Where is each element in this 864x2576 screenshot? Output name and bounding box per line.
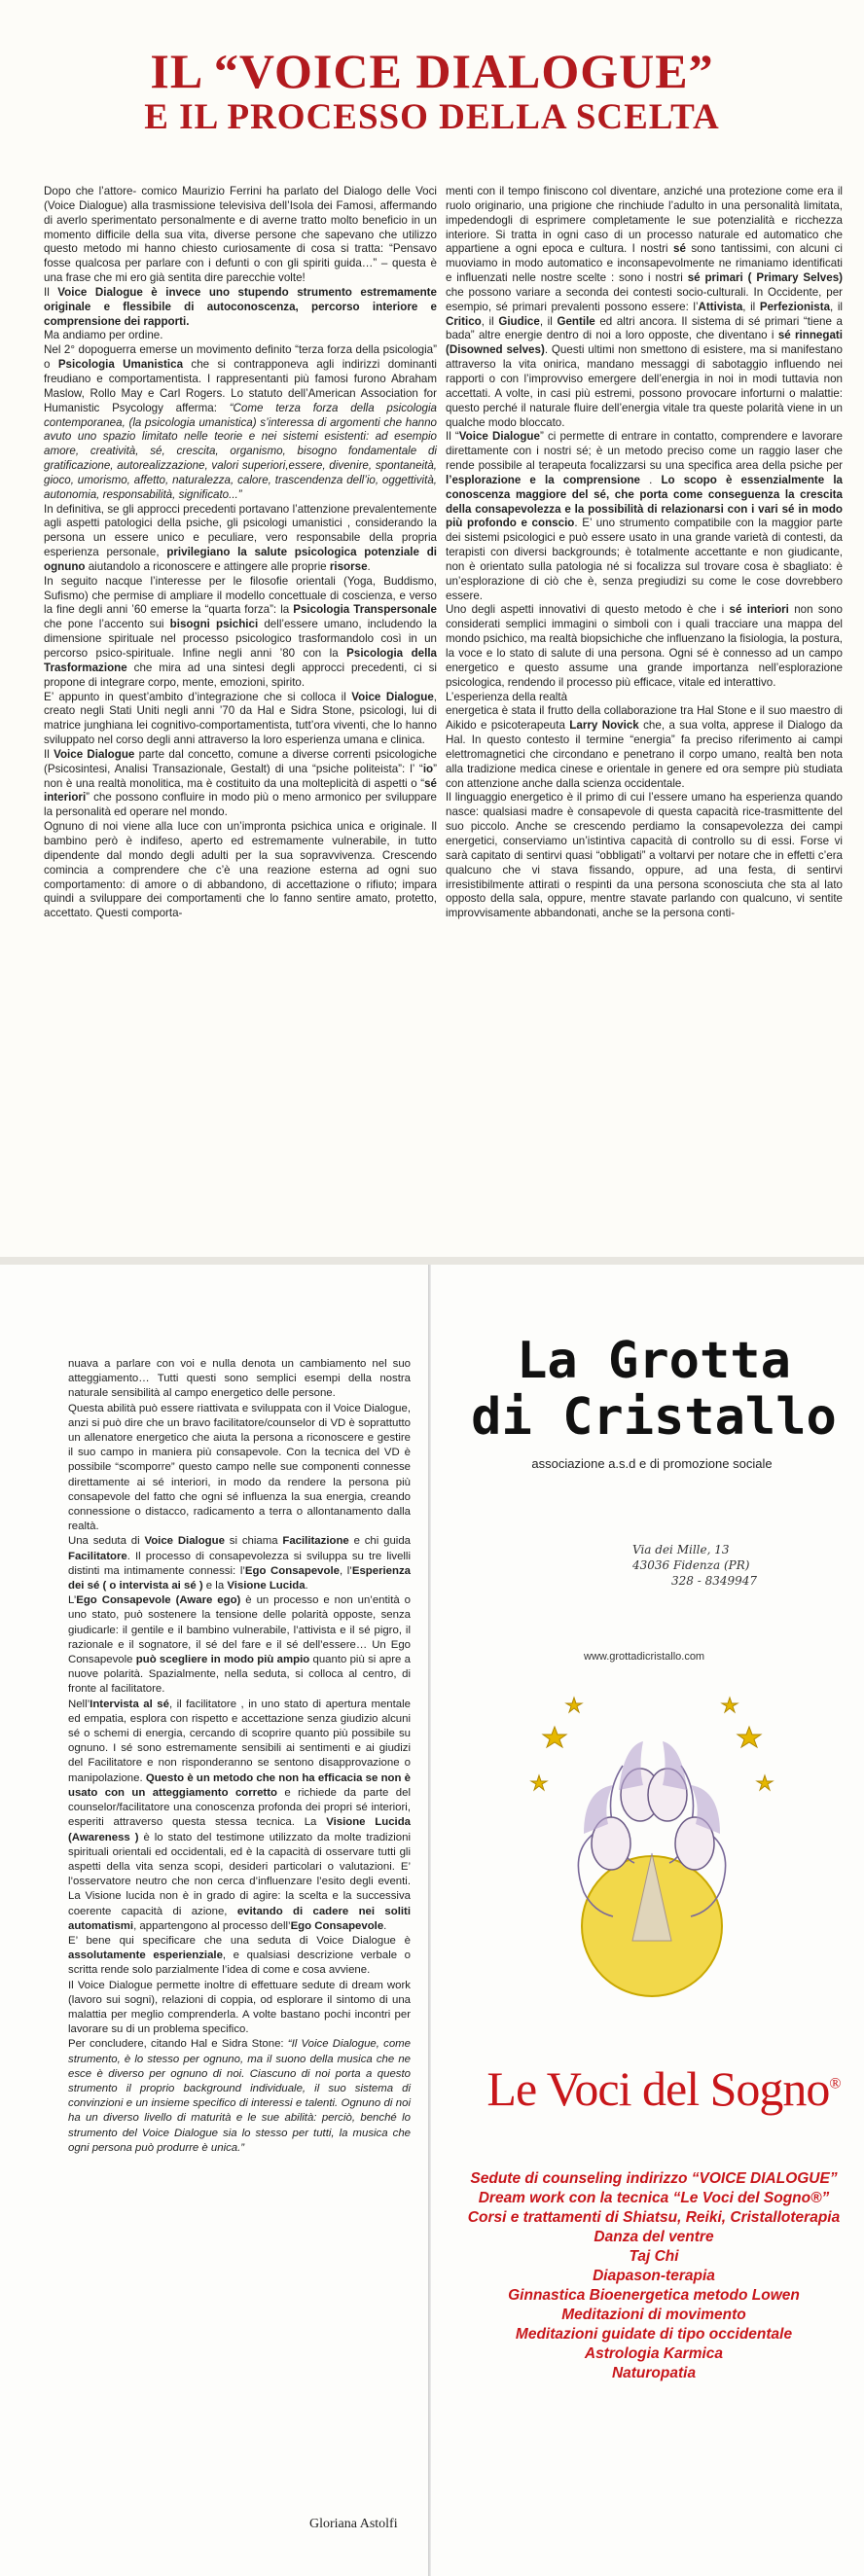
ad-service-item: Meditazioni di movimento [561,2307,746,2323]
ad-service-item: Corsi e trattamenti di Shiatsu, Reiki, Cristalloterapia [467,2209,841,2226]
page-fold [428,1265,431,2576]
article-column-2: menti con il tempo finiscono col diventare, anziché una protezione come era il ruolo originario, una prigione che rinchiude l’adulto in una personalità limitata, impedendogli di esprimere completamente le sue potenzialità e ricchezza interiore. Si tratta in ogni caso di un processo naturale ed automatico che appartiene a ogni epoca e cultura. I nostri sé sono tantissimi, con alcuni ci muoviamo in modo automatico e inconsapevolmente ne rimaniamo identificati e influenzati nelle nostre scelte : sono i nostri sé primari ( Primary Selves) che possono variare a seconda dei contesti socio-culturali. In Occidente, per esempio, sé primari prevalenti possono essere: l’Attivista, il Perfezionista, il Critico, il Giudice, il Gentile ed altri ancora. Il sistema di sé primari “tiene a bada” altre energie dentro di noi a loro opposte, che diventano i sé rinnegati (Disowned selves). Questi ultimi non smettono di esistere, ma si manifestano attraverso la vita onirica, mandano messaggi di sabotaggio influendo nei rapporti o con l’improvviso emergere dell’energia in noi in modi tuttavia non accettati. A volte, in casi più estremi, possono provocare inforturni o malattie: questo perché il naturale fluire dell’energia vitale tra queste polarità viene in un qualche modo bloccato. Il “Voice Dialogue” ci permette di entrare in contatto, comprendere e lavorare direttamente con i nostri sé; è un metodo preciso come un raggio laser che rende possibile al terapeuta focalizzarsi su una specifica area della psiche per l’esplorazione e la comprensione . Lo scopo è essenzialmente la conoscenza maggiore del sé, che porta come conseguenza la crescita della consapevolezza e la possibilità di relazionarsi con i vari sé in modo più profondo e conscio. E’ uno strumento compatibile con la maggior parte dei sistemi psicologici e può essere usato in una grande varietà di contesti, da terapisti con diversi backgrounds; è totalmente accettante e non giudicante, non è orientato sulla patologia né si focalizza sul trovare cosa è sbagliato: è un’esplorazione di ciò che è, senza pregiudizi su come le cose dovrebbero essere. Uno degli aspetti innovativi di questo metodo è che i sé interiori non sono considerati semplici immagini o simboli con i quali tracciare una mappa del mondo psichico, ma realtà biopsichiche che influenzano la fisiologia, la postura, la voce e lo stato di salute di una persona. Ogni sé è connesso ad un campo energetico e questo assume una grande importanza nell’esplorazione psicologica, rendendo il processo più efficace, vitale ed interattivo. L’esperienza della realtà energetica è stata il frutto della collaborazione tra Hal Stone e il suo maestro di Aikido e psicoterapeuta Larry Novick che, a sua volta, apprese il Dialogo da Hal. In questo contesto il termine “energia” fa preciso riferimento ai campi elettromagnetici che circondano e penetrano il corpo umano, realtà ben nota alla tradizione medica cinese e orientale in genere ed ora sempre più studiata con attenzione anche dalla scienza occidentale. Il linguaggio energetico è il primo di cui l’essere umano ha esperienza quando nasce: qualsiasi madre è consapevole di questa capacità rice-trasmittente del suo piccolo. Anche se crescendo perdiamo la consapevolezza dei campi energetici, conserviamo un’istintiva capacità di controllo su di essi. Forse vi sarà capitato di sentirvi quasi “obbligati” a voltarvi per notare che in effetti c’era qualcuno che vi stava fissando, oppure, ad una festa, di sentirvi irresistibilmente attirati o respinti da una persona sconosciuta che sta al lato opposto della sala, oppure, mentre stavate parlando con qualcuno, vi sentite improvvisamente abbandonati, anche se la persona conti- [446,185,844,920]
ad-service-item: Taj Chi [629,2248,679,2265]
article-title-line2: E IL PROCESSO DELLA SCELTA [144,97,720,137]
ad-title [450,1333,858,1446]
ad-address [632,1542,827,1589]
ad-title-line1: La Grotta [517,1332,791,1390]
article-column-1: Dopo che l’attore- comico Maurizio Ferrini ha parlato del Dialogo delle Voci (Voice Dialogue) alla trasmissione televisiva dell’Isola dei Famosi, affermando di averlo sperimentato personalmente e di averne tratto molto beneficio in un momento difficile della sua vita, diverse persone che sapevano che utilizzo questo metodo mi hanno chiesto curiosamente di cosa si tratta: “Pensavo fosse qualcosa per parlare con i defunti o con gli spiriti guida…” – questa è una frase che mi ero già sentita dire parecchie volte! Il Voice Dialogue è invece uno stupendo strumento estremamente originale e flessibile di autoconoscenza, percorso interiore e comprensione dei rapporti. Ma andiamo per ordine. Nel 2° dopoguerra emerse un movimento definito “terza forza della psicologia” o Psicologia Umanistica che si contrapponeva agli indirizzi dominanti freudiano e comportamentista. I rappresentanti più famosi furono Abraham Maslow, Rollo May e Carl Rogers. Lo statuto dell’American Association for Humanistic Psycology afferma: “Come terza forza della psicologia contemporanea, (la psicologia umanistica) s’interessa di argomenti che hanno avuto uno spazio limitato nelle teorie e nei sistemi esistenti: ad esempio amore, creatività, sé, crescita, organismo, bisogno fondamentale di gratificazione, autorealizzazione, valori superiori,essere, divenire, spontaneità, gioco, umorismo, affetto, naturalezza, calore, trascendenza dell’io, oggettività, autonomia, responsabilità, significato...” In definitiva, se gli approcci precedenti portavano l’attenzione prevalentemente agli aspetti patologici della psiche, gli psicologi umanistici , considerando la persona un essere unico e peculiare, vero responsabile della propria esperienza personale, privilegiano la salute psicologica potenziale di ognuno aiutandolo a riconoscere e attingere alle proprie risorse. In seguito nacque l’interesse per le filosofie orientali (Yoga, Buddismo, Sufismo) che permise di ampliare il modello concettuale di coscienza, e verso la fine degli anni ’60 emerse la “quarta forza”: la Psicologia Transpersonale che pone l’accento sui bisogni psichici dell’essere umano, includendo la dimensione spirituale nel processo psicologico trasformandolo così in un percorso psico-spirituale. Infine negli anni ’80 con la Psicologia della Trasformazione che mira ad una sintesi degli approcci precedenti, ci si propone di integrare corpo, mente, emozioni, spirito. E’ appunto in quest’ambito d’integrazione che si colloca il Voice Dialogue, creato negli Stati Uniti negli anni ’70 da Hal e Sidra Stone, psicologi, lui di matrice junghiana lei cognitivo-comportamentista, tutt’ora viventi, che lo hanno sviluppato nel corso degli anni attraverso la loro esperienza umana e clinica. Il Voice Dialogue parte dal concetto, comune a diverse correnti psicologiche (Psicosintesi, Analisi Transazionale, Gestalt) di una “psiche politeista”: l’ “io” non è una realtà monolitica, ma è costituito da una molteplicità di aspetti o “sé interiori” che possono confluire in modo più o meno armonico per sviluppare la personalità ed operare nel mondo. Ognuno di noi viene alla luce con un’impronta psichica unica e originale. Il bambino però è indifeso, aperto ed estremamente vulnerabile, in tutto dipendente dal mondo degli adulti per la sua sopravvivenza. Crescendo comincia a comprendere che c’è una reazione esterna ad ogni suo comportamento: di amore o di abbandono, di accettazione o rifiuto; impara quindi a sviluppare dei comportamenti che lo fanno sentire amato, protetto, accettato. Questi comporta- [44,185,438,920]
ad-services-list [450,2169,858,2383]
logo-illustration-icon [525,1688,778,2009]
ad-address-city: 43036 Fidenza (PR) [632,1558,750,1572]
ad-service-item: Dream work con la tecnica “Le Voci del Sogno®” [478,2190,830,2206]
ad-service-item: Diapason-terapia [593,2268,715,2284]
article-signature: Gloriana Astolfi [309,2517,398,2531]
registered-mark: ® [829,2075,841,2093]
article-column-3: nuava a parlare con voi e nulla denota un cambiamento nel suo atteggiamento… Tutti questi sono semplici esempi della nostra naturale sensibilità al campo energetico delle persone. Questa abilità può essere riattivata e sviluppata con il Voice Dialogue, anzi si può dire che un bravo facilitatore/counselor di VD è soprattutto un allenatore energetico che aiuta la persona a riconoscere e gestire il suo campo in maniera più consapevole. Con la tecnica del VD è possibile “scomporre” questo campo nelle sue componenti connesse direttamente ai sé interiori, in modo da rendere la persona più consapevole del fatto che ogni sé influenza la sua energia, creando connessione o distacco, radicamento a terra o allontanamento dalla realtà. Una seduta di Voice Dialogue si chiama Facilitazione e chi guida Facilitatore. Il processo di consapevolezza si sviluppa su tre livelli distinti ma intimamente connessi: l’Ego Consapevole, l’Esperienza dei sé ( o intervista ai sé ) e la Visione Lucida. L’Ego Consapevole (Aware ego) è un processo e non un’entità o uno stato, può sostenere la tensione delle polarità opposte, senza giudicarle: il gentile e il bambino vulnerabile, l’attivista e il sé pigro, il razionale e il sognatore, il sé del fare e il sé dell’essere… Un Ego Consapevole può scegliere in modo più ampio quanto più si apre a nuove polarità. Spazialmente, nella seduta, si colloca al centro, di fronte al facilitatore. Nell’Intervista al sé, il facilitatore , in uno stato di apertura mentale ed empatia, esplora con rispetto e accettazione senza giudizio alcuni sé o schemi di energia, cercando di scoprire quanto più possibile su ognuno. I sé sono estremamente sensibili ai sentimenti e ai giudizi del Facilitatore e non risponderanno se sentono disapprovazione o manipolazione. Questo è un metodo che non ha efficacia se non è usato con un atteggiamento corretto e richiede da parte del counselor/facilitatore una conoscenza profonda dei propri sé interiori, esperiti attraverso questa stessa tecnica. La Visione Lucida (Awareness ) è lo stato del testimone utilizzato da molte tradizioni spirituali orientali ed occidentali, ed è la capacità di osservare tutti gli aspetti della vita senza scopi, desideri particolari o valutazioni. E’ l’osservatore neutro che non cerca d’influenzare l’esito degli eventi. La Visione lucida non è in grado di agire: la scelta e la successiva coerente capacità di azione, evitando di cadere nei soliti automatismi, appartengono al processo dell’Ego Consapevole. E’ bene qui specificare che una seduta di Voice Dialogue è assolutamente esperienziale, e qualsiasi descrizione verbale o scritta rende solo parzialmente l’idea di come e cosa avviene. Il Voice Dialogue permette inoltre di effettuare sedute di dream work (lavoro sui sogni), relazioni di coppia, od esplorare il sintomo di una malattia per meglio comprenderla. A volte bastano pochi incontri per lavorare su di un problema specifico. Per concludere, citando Hal e Sidra Stone: “Il Voice Dialogue, come strumento, è lo stesso per ognuno, ma il suono della musica che ne esce è diverso per ognuno di noi. Ciascuno di noi porta a questo strumento il proprio background individuale, il suo sistema di convinzioni e un insieme specifico di interessi e talenti. Ognuno di noi ha un diverso livello di maturità e le sue abilità: perciò, benché lo strumento del Voice Dialogue sia lo stesso per tutti, la musica che ogni persona può produrre è unica.” [68,1358,412,2154]
ad-service-item: Danza del ventre [594,2229,714,2245]
ad-brand-name [469,2060,858,2117]
ad-service-item: Ginnastica Bioenergetica metodo Lowen [508,2287,800,2304]
article-title [0,45,864,138]
ad-subtitle: associazione a.s.d e di promozione sociale [531,1456,773,1471]
ad-phone: 328 - 8349947 [671,1574,758,1588]
ad-service-item: Astrologia Karmica [584,2345,724,2362]
ad-service-item: Naturopatia [611,2365,697,2381]
ad-service-item: Meditazioni guidate di tipo occidentale [515,2326,793,2343]
article-title-line1: IL “VOICE DIALOGUE” [150,44,714,98]
ad-title-line2: di Cristallo [471,1388,837,1447]
ad-address-street: Via dei Mille, 13 [632,1543,730,1556]
ad-website-link[interactable]: www.grottadicristallo.com [584,1651,705,1663]
ad-brand-text: Le Voci del Sogno [486,2061,830,2116]
ad-service-item: Sedute di counseling indirizzo “VOICE DIALOGUE” [470,2170,838,2187]
